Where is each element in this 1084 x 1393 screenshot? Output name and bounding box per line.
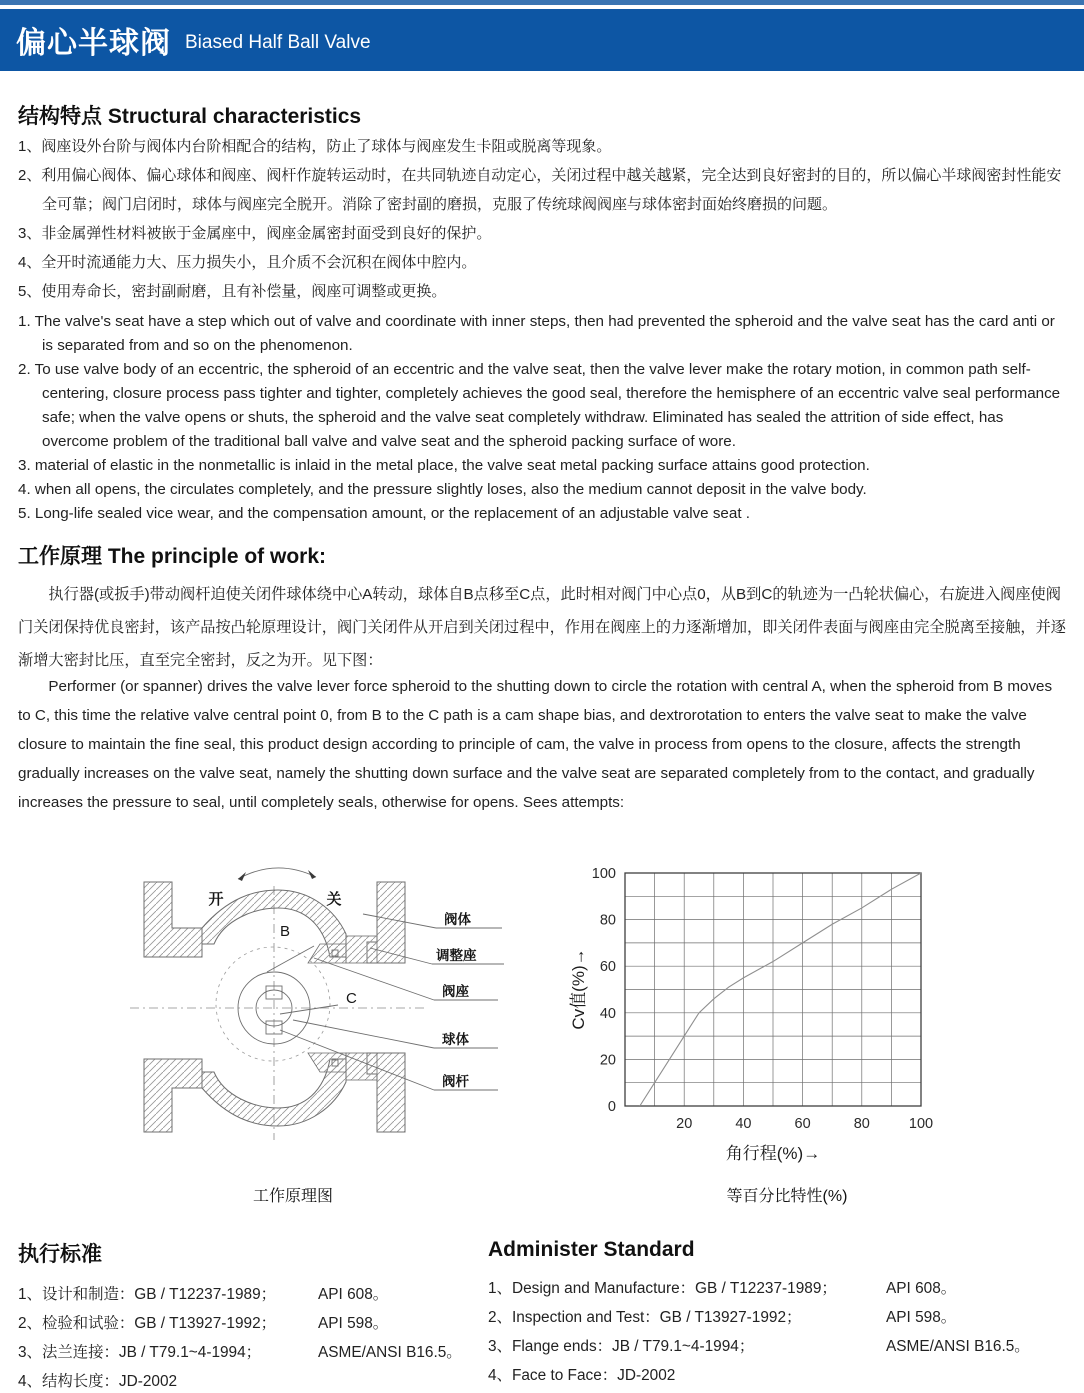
svg-text:20: 20: [676, 1116, 693, 1132]
list-item: 4、全开时流通能力大、压力损失小，且介质不会沉积在阀体中腔内。: [18, 254, 477, 271]
y-axis-title: Cv值(%)→: [569, 948, 588, 1030]
callout-label-adjust-seat: 调整座: [436, 948, 477, 963]
valve-seat-bottom: [308, 1053, 346, 1072]
svg-text:100: 100: [908, 1116, 934, 1132]
header-accent-strip: [0, 0, 1084, 5]
list-item: 4. when all opens, the circulates completely, and the pressure slightly loses, also the medium cannot deposit in the valve body.: [18, 481, 867, 498]
standard-text: 3、Flange ends：JB / T79.1~4-1994；: [488, 1338, 755, 1355]
standard-extra: ASME/ANSI B16.5。: [886, 1338, 1030, 1355]
standard-extra: API 598。: [318, 1315, 389, 1332]
standards-column-zh: [18, 1238, 478, 1393]
svg-text:80: 80: [853, 1116, 870, 1132]
standard-item: [18, 1309, 478, 1338]
point-c-label: C: [346, 990, 357, 1007]
standard-extra: ASME/ANSI B16.5。: [318, 1344, 462, 1361]
standard-text: 1、设计和制造：GB / T12237-1989；: [18, 1286, 277, 1303]
standard-extra: API 598。: [886, 1309, 957, 1326]
chart-grid-layer: [625, 873, 921, 1106]
left-flange-bottom: [144, 1059, 202, 1132]
standard-extra: API 608。: [886, 1280, 957, 1297]
point-b-label: B: [280, 923, 291, 940]
arrow-open: [238, 872, 246, 881]
list-item: 1、阀座设外台阶与阀体内台阶相配合的结构，防止了球体与阀座发生卡阻或脱离等现象。: [18, 138, 612, 155]
standard-text: 4、结构长度：JD-2002: [18, 1373, 178, 1390]
valve-seat-top: [308, 944, 346, 963]
standard-extra: [886, 1361, 1074, 1390]
standard-item: [488, 1332, 1074, 1361]
callout-label-seat: 阀座: [442, 984, 469, 999]
standard-item: [488, 1361, 1074, 1390]
standard-extra: [318, 1367, 478, 1393]
list-item: 3、非金属弹性材料被嵌于金属座中，阀座金属密封面受到良好的保护。: [18, 225, 492, 242]
callout-label-body: 阀体: [444, 912, 471, 927]
standard-text: 2、检验和试验：GB / T13927-1992；: [18, 1315, 277, 1332]
chart-ticks-layer: [592, 866, 933, 1132]
list-item: 5. Long-life sealed vice wear, and the compensation amount, or the replacement of an adjustable valve seat .: [18, 505, 750, 522]
standard-item: [488, 1303, 1074, 1332]
standard-item: [488, 1274, 1074, 1303]
standards-heading-en: Administer Standard: [488, 1238, 695, 1261]
callout-line-stem: [280, 1030, 434, 1090]
close-label: 关: [326, 891, 342, 908]
page-title-zh: 偏心半球阀: [16, 27, 171, 60]
principle-paragraph-en: Performer (or spanner) drives the valve lever force spheroid to the shutting down to circle the rotation with central A, when the spheroid from B moves to C, this time the relative valve central point 0, from B to the C path is a cam shape bias, and dextrorotation to enters the valve seat to make the valve closure to maintain the fine seal, this product design according to principle of cam, the valve in process from opens to the closure, affects the strength gradually increases on the valve seat, namely the shutting down surface and the valve seat are separated completely from to the contact, and gradually increases the pressure to seal, until completely seals, otherwise for opens. Sees attempts:: [18, 678, 1053, 811]
standard-text: 1、Design and Manufacture：GB / T12237-1989；: [488, 1280, 837, 1297]
list-item: 5、使用寿命长，密封副耐磨，且有补偿量，阀座可调整或更换。: [18, 283, 447, 300]
standard-text: 3、法兰连接：JB / T79.1~4-1994；: [18, 1344, 262, 1361]
section-heading-principle: 工作原理 The principle of work:: [18, 545, 327, 568]
list-item: 2. To use valve body of an eccentric, the spheroid of an eccentric and the valve seat, then the valve lever make the rotary motion, in common path self-centering, closure process pass tighter and tighter, completely achieves the good seal, therefore the hemisphere of an eccentric valve seal performance safe; when the valve opens or shuts, the spheroid and the valve seat completely withdraw. Eliminated has sealed the attrition of side effect, has overcome problem of the traditional ball valve and valve seat and the spheroid packing surface of wore.: [18, 361, 1061, 450]
standard-item: [18, 1338, 478, 1367]
rotation-arc: [238, 868, 316, 879]
list-item: 1. The valve's seat have a step which out of valve and coordinate with inner steps, then had prevented the spheroid and the valve seat has the card anti or is separated from and so on the phenomenon.: [18, 313, 1055, 354]
structural-list-en: [18, 310, 1068, 526]
cv-chart: [562, 856, 1012, 1186]
open-label: 开: [208, 891, 224, 908]
page-title-en: Biased Half Ball Valve: [185, 32, 371, 53]
structural-list-zh: [18, 132, 1068, 306]
valve-diagram: [128, 862, 508, 1162]
header-bar: [0, 9, 1084, 71]
svg-text:40: 40: [735, 1116, 752, 1132]
callout-line-seat: [314, 958, 434, 1000]
standards-heading-zh: 执行标准: [18, 1243, 102, 1266]
left-flange-top: [144, 882, 202, 957]
standard-item: [18, 1280, 478, 1309]
svg-text:40: 40: [599, 1005, 616, 1022]
svg-text:80: 80: [599, 912, 616, 929]
svg-text:0: 0: [607, 1099, 616, 1115]
standards-column-en: [488, 1238, 1074, 1390]
svg-text:100: 100: [591, 866, 616, 882]
svg-text:20: 20: [599, 1052, 616, 1069]
svg-text:60: 60: [794, 1116, 811, 1132]
section-heading-structural: 结构特点 Structural characteristics: [18, 105, 362, 128]
standard-extra: API 608。: [318, 1286, 389, 1303]
valve-figure-caption: 工作原理图: [252, 1188, 333, 1205]
callout-label-sphere: 球体: [442, 1032, 469, 1047]
svg-text:60: 60: [599, 959, 616, 976]
x-axis-title: 角行程(%)→: [725, 1144, 821, 1163]
adjust-seat-top: [346, 936, 377, 963]
list-item: 2、利用偏心阀体、偏心球体和阀座、阀杆作旋转运动时，在共同轨迹自动定心，关闭过程中越关越紧，完全达到良好密封的目的，所以偏心半球阀密封性能安全可靠；阀门启闭时，球体与阀座完全脱开。消除了密封副的磨损，克服了传统球阀阀座与球体密封面始终磨损的问题。: [18, 167, 1062, 213]
chart-figure-caption: 等百分比特性(%): [726, 1188, 848, 1205]
list-item: 3. material of elastic in the nonmetallic is inlaid in the metal place, the valve seat metal packing surface attains good protection.: [18, 457, 870, 474]
standard-text: 4、Face to Face：JD-2002: [488, 1367, 676, 1384]
standard-text: 2、Inspection and Test：GB / T13927-1992；: [488, 1309, 802, 1326]
callout-label-stem: 阀杆: [442, 1074, 469, 1089]
standard-item: [18, 1367, 478, 1393]
principle-paragraph-zh: 执行器(或扳手)带动阀杆迫使关闭件球体绕中心A转动，球体自B点移至C点，此时相对阀门中心点0，从B到C的轨迹为一凸轮状偏心，右旋进入阀座使阀门关闭保持优良密封，该产品按凸轮原理设计，阀门关闭件从开启到关闭过程中，作用在阀座上的力逐渐增加，即关闭件表面与阀座由完全脱离至接触，并逐渐增大密封比压，直至完全密封，反之为开。见下图：: [18, 586, 1066, 669]
